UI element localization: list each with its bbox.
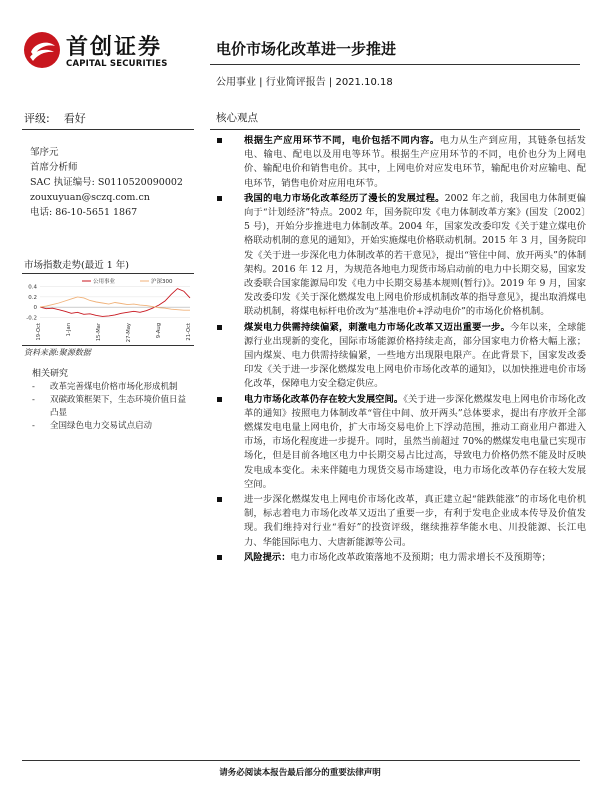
- core-view-text: 2002 年之前，我国电力体制更偏向于“计划经济”特点。2002 年，国务院印发《电力体制改革方案》(国发〔2002〕5 号)，开始分步推进电力体制改革。2004 年，国家发改委印发《关于建立煤电价格联动机制的意见的通知》，开始实施煤电价格联动机制。2015 年 3 月，国务院印发《关于进一步深化电力体制改革的若干意见》，提出“管住中间、放开两头”的体制架构。2016 年 12 月，为规范各地电力现货市场启动前的电力中长期交易，国家发改委联合国家能源局印发《电力中长期交易基本规则(暂行)》。2019 年 9 月，国家发改委印发《关于深化燃煤发电上网电价形成机制改革的指导意见》，提出取消煤电联动机制，将煤电标杆电价改为“基准电价+浮动电价”的市场化价格机制。: [244, 192, 586, 318]
- rating-divider: [22, 129, 194, 130]
- x-tick-label: 9-Aug: [156, 323, 162, 339]
- core-views-divider: [210, 129, 580, 130]
- related-research-list: [32, 381, 192, 433]
- core-view-item: [214, 134, 586, 191]
- rating-label: 评级:: [24, 112, 50, 125]
- x-tick-label: 27-May: [126, 323, 132, 343]
- analyst-email[interactable]: zouxuyuan@sczq.com.cn: [30, 192, 150, 203]
- core-view-text: 今年以来，全球能源行业出现新的变化，国际市场能源价格持续走高，部分国家电力价格大幅上涨；国内煤炭、电力供需持续偏紧，一些地方出现限电限产。在此背景下，国家发改委印发《关于进一步深化燃煤发电上网电价市场化改革的通知》，以加快推进电价市场化改革，保障电力安全稳定供应。: [244, 321, 586, 390]
- legend-label: 沪深300: [151, 279, 173, 285]
- core-view-item: [214, 192, 586, 320]
- core-view-lead: 风险提示：: [244, 551, 291, 563]
- legal-disclaimer: 请务必阅读本报告最后部分的重要法律声明: [219, 768, 381, 778]
- related-research-item[interactable]: - 全国绿色电力交易试点启动: [32, 420, 192, 433]
- core-view-lead: 电力市场化改革仍存在较大发展空间。: [244, 393, 404, 405]
- related-research-item[interactable]: - 双碳政策框架下，生态环境价值日益凸显: [32, 394, 192, 420]
- bullet-icon: [217, 397, 222, 402]
- x-tick-label: 19-Oct: [36, 323, 42, 341]
- x-tick-label: 21-Oct: [186, 323, 192, 341]
- chart-source: 资料来源:聚源数据: [24, 348, 91, 357]
- chart-bottom-divider: [22, 345, 194, 346]
- chart-title: 市场指数走势(最近 1 年): [24, 260, 129, 271]
- report-subtitle: 公用事业 | 行业简评报告 | 2021.10.18: [216, 77, 393, 88]
- core-views-list: [214, 134, 586, 566]
- header-divider: [210, 64, 580, 65]
- core-view-text: 进一步深化燃煤发电上网电价市场化改革，真正建立起“能跌能涨”的市场化电价机制，标志着电力市场化改革又迈出了重要一步，有利于发电企业成本传导及价值发现。我们维持对行业“看好”的投资评级，继续推荐华能水电、川投能源、长江电力、华能国际电力、大唐新能源等公司。: [244, 494, 586, 548]
- logo-chinese-name: 首创证券: [66, 35, 163, 60]
- analyst-sac: SAC 执证编号: S0110520090002: [30, 177, 183, 188]
- core-view-lead: 煤炭电力供需持续偏紧，刺激电力市场化改革又迈出重要一步。: [244, 321, 511, 333]
- core-view-text: 电力从生产到应用，其链条包括发电、输电、配电以及用电等环节。根据生产应用环节的不同，电价也分为上网电价、输配电价和销售电价。其中，上网电价对应发电环节，输配电价对应输电、配电环节，销售电价对应用电环节。: [244, 135, 586, 189]
- y-tick-label: 0: [33, 305, 37, 312]
- core-view-lead: 根据生产应用环节不同，电价包括不同内容。: [244, 135, 440, 146]
- rating: [24, 110, 86, 126]
- bullet-icon: [217, 138, 222, 143]
- x-tick-label: 1-Jan: [66, 323, 72, 337]
- legend-label: 公用事业: [93, 279, 116, 285]
- y-tick-label: -0.2: [26, 315, 37, 322]
- bullet-icon: [217, 497, 222, 502]
- core-view-item: [214, 393, 586, 492]
- core-view-text: 电力市场化改革政策落地不及预期；电力需求增长不及预期等；: [290, 551, 551, 563]
- core-view-text: 《关于进一步深化燃煤发电上网电价市场化改革的通知》按照电力体制改革“管住中间、放开两头”总体要求，提出有序放开全部燃煤发电电量上网电价，扩大市场交易电价上下浮动范围，推动工商业用户都进入市场，市场化程度进一步提升。同时，虽然当前超过 70%的燃煤发电电量已实现市场化，但是目前各地区电力中长期交易占比过高，导致电力价格仍然不能及时反映发电成本变化。未来伴随电力现货交易市场建设，电力市场化改革仍存在较大发展空间。: [244, 393, 586, 490]
- x-tick-label: 15-Mar: [96, 323, 102, 342]
- y-tick-label: 0.2: [28, 294, 37, 301]
- analyst-role: 首席分析师: [30, 162, 78, 173]
- analyst-name: 邹序元: [30, 147, 59, 158]
- analyst-info: [30, 145, 183, 220]
- logo-english-name: CAPITAL SECURITIES: [66, 59, 168, 69]
- related-research-item[interactable]: - 改革完善煤电价格市场化形成机制: [32, 381, 192, 394]
- report-title: 电价市场化改革进一步推进: [216, 40, 397, 58]
- bullet-icon: [217, 555, 222, 560]
- core-view-item: [214, 321, 586, 392]
- rating-value: 看好: [63, 112, 86, 125]
- core-view-item: [214, 551, 586, 565]
- footer-divider: [22, 760, 580, 761]
- related-research-title: 相关研究: [32, 369, 69, 379]
- capital-securities-logo-icon: [22, 30, 62, 70]
- core-views-title: 核心观点: [216, 112, 258, 124]
- company-logo: [22, 28, 200, 80]
- bullet-icon: [217, 325, 222, 330]
- core-view-lead: 我国的电力市场化改革经历了漫长的发展过程。: [244, 192, 445, 204]
- core-view-item: [214, 493, 586, 550]
- market-index-chart: [22, 276, 196, 344]
- analyst-phone: 电话: 86-10-5651 1867: [30, 207, 138, 218]
- bullet-icon: [217, 196, 222, 201]
- y-tick-label: 0.4: [28, 284, 37, 291]
- chart-top-divider: [22, 273, 194, 274]
